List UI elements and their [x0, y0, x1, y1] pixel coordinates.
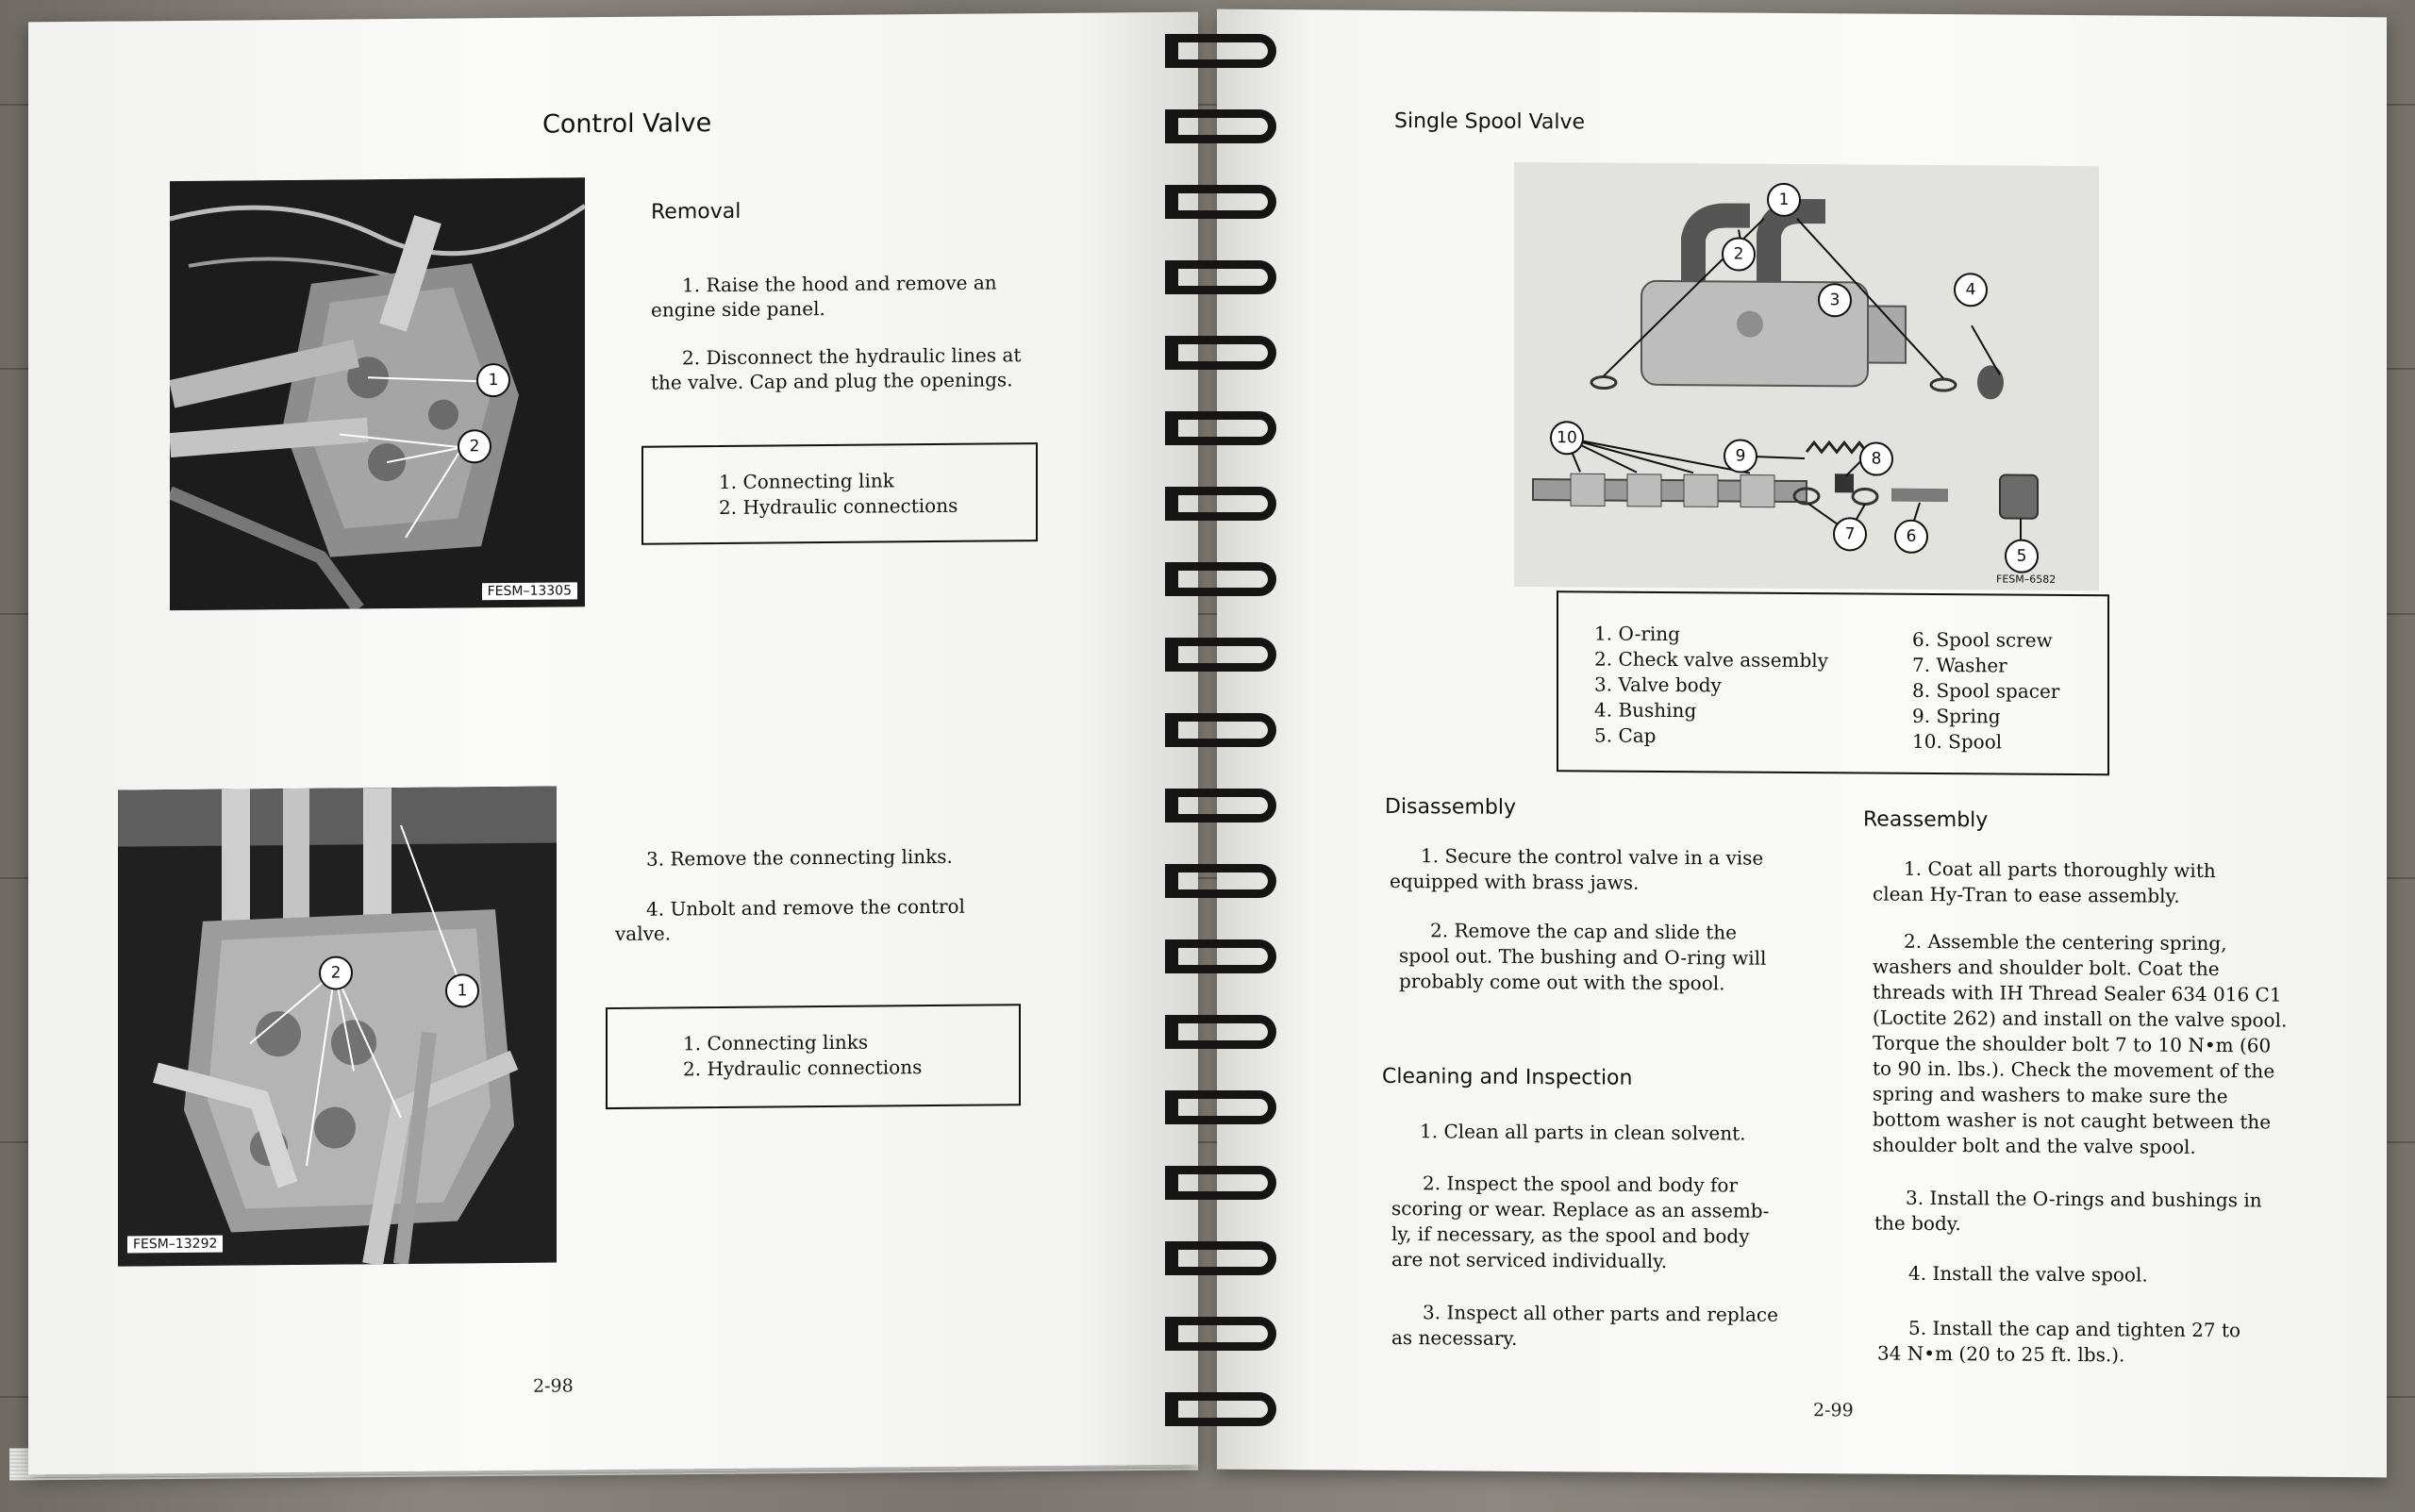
callout-7: 7 — [1833, 517, 1867, 551]
step-4-line-1: 4. Unbolt and remove the control — [646, 894, 965, 921]
legend-item: 2. Hydraulic connections — [719, 493, 958, 520]
legend-item: 3. Valve body — [1594, 673, 1722, 697]
page-title: Control Valve — [542, 108, 712, 140]
left-page — [28, 12, 1198, 1475]
binding-coil — [1165, 783, 1288, 832]
callout-4: 4 — [1954, 273, 1988, 307]
text-line: 3. Install the O-rings and bushings in — [1906, 1186, 2262, 1212]
binding-coil — [1165, 255, 1288, 304]
text-line: the body. — [1874, 1211, 1961, 1236]
binding-coil — [1165, 28, 1288, 77]
legend-item: 9. Spring — [1912, 704, 2001, 728]
binding-coil — [1165, 179, 1288, 228]
step-2-line-1: 2. Disconnect the hydraulic lines at — [682, 343, 1022, 370]
callout-2: 2 — [319, 955, 353, 989]
binding-coil — [1165, 934, 1288, 983]
parts-legend-box — [1557, 590, 2109, 775]
text-line: probably come out with the spool. — [1399, 970, 1725, 995]
binding-coil — [1165, 104, 1288, 153]
legend-item: 1. Connecting links — [683, 1030, 869, 1055]
text-line: 2. Remove the cap and slide the — [1430, 919, 1737, 944]
binding-coil — [1165, 1311, 1288, 1360]
binding-coil — [1165, 707, 1288, 756]
right-page — [1217, 9, 2387, 1478]
legend-item: 2. Hydraulic connections — [683, 1055, 923, 1081]
spiral-binding — [1165, 28, 1288, 1481]
text-line: to 90 in. lbs.). Check the movement of the — [1873, 1056, 2275, 1083]
text-line: spool out. The bushing and O-ring will — [1399, 944, 1767, 970]
cleaning-step-1 — [1389, 1119, 1746, 1147]
figure-id-tag: FESM–13305 — [482, 582, 577, 600]
reassembly-step-5 — [1877, 1316, 2240, 1370]
legend-box-2 — [606, 1004, 1021, 1109]
legend-item: 2. Check valve assembly — [1594, 647, 1828, 673]
binding-coil — [1165, 1009, 1288, 1058]
callout-10: 10 — [1550, 421, 1584, 455]
text-line: 1. Coat all parts thoroughly with — [1904, 856, 2216, 883]
cleaning-step-3 — [1391, 1300, 1778, 1354]
text-line: (Loctite 262) and install on the valve spool. — [1873, 1005, 2288, 1032]
binding-coil — [1165, 858, 1288, 907]
reassembly-step-1 — [1873, 856, 2216, 910]
text-line: 2. Inspect the spool and body for — [1423, 1171, 1739, 1197]
step-4-line-2: valve. — [615, 922, 672, 945]
text-line: ly, if necessary, as the spool and body — [1391, 1221, 1750, 1248]
figure-id-tag: FESM–6582 — [1996, 573, 2057, 586]
reassembly-step-4 — [1877, 1261, 2148, 1288]
text-line: Torque the shoulder bolt 7 to 10 N•m (60 — [1873, 1031, 2272, 1057]
step-2-line-2: the valve. Cap and plug the openings. — [651, 368, 1013, 394]
figure-id-tag: FESM–13292 — [127, 1236, 223, 1254]
text-line: 1. Clean all parts in clean solvent. — [1420, 1120, 1746, 1145]
binding-coil — [1165, 330, 1288, 379]
legend-item: 7. Washer — [1912, 653, 2007, 677]
text-line: 4. Install the valve spool. — [1908, 1261, 2148, 1287]
callout-1: 1 — [1767, 183, 1801, 217]
text-line: washers and shoulder bolt. Coat the — [1873, 955, 2220, 981]
callout-8: 8 — [1859, 441, 1893, 475]
cleaning-heading: Cleaning and Inspection — [1382, 1064, 1633, 1090]
reassembly-step-2 — [1873, 929, 2287, 1161]
step-1-line-2: engine side panel. — [651, 297, 825, 322]
text-line: clean Hy-Tran to ease assembly. — [1873, 882, 2180, 907]
text-line: equipped with brass jaws. — [1390, 869, 1640, 894]
text-line: 1. Secure the control valve in a vise — [1421, 844, 1764, 870]
legend-item: 6. Spool screw — [1912, 627, 2053, 652]
legend-item: 5. Cap — [1594, 723, 1657, 747]
disassembly-step-1 — [1390, 843, 1763, 897]
binding-coil — [1165, 557, 1288, 606]
text-line: 5. Install the cap and tighten 27 to — [1908, 1316, 2241, 1342]
removal-heading: Removal — [651, 199, 741, 224]
text-line: as necessary. — [1391, 1325, 1518, 1350]
disassembly-step-2 — [1399, 918, 1766, 997]
reassembly-step-3 — [1874, 1186, 2262, 1239]
text-line: 2. Assemble the centering spring, — [1904, 929, 2227, 955]
legend-item: 10. Spool — [1912, 729, 2003, 754]
cleaning-step-2 — [1391, 1171, 1769, 1275]
engine-photo-1-image — [170, 177, 585, 610]
step-1-line-1: 1. Raise the hood and remove an — [682, 271, 997, 297]
text-line: shoulder bolt and the valve spool. — [1873, 1133, 2196, 1158]
spool-valve-diagram-image — [1514, 162, 2099, 590]
spool-valve-diagram — [1514, 162, 2099, 590]
text-line: spring and washers to make sure the — [1873, 1082, 2228, 1108]
legend-item: 8. Spool spacer — [1912, 678, 2060, 703]
legend-item: 1. Connecting link — [719, 469, 894, 494]
binding-coil — [1165, 1085, 1288, 1134]
page-number: 2-98 — [533, 1375, 574, 1397]
binding-coil — [1165, 406, 1288, 455]
page-title: Single Spool Valve — [1394, 108, 1586, 135]
text-line: threads with IH Thread Sealer 634 016 C1 — [1873, 980, 2282, 1006]
text-line: scoring or wear. Replace as an assemb- — [1391, 1196, 1770, 1222]
callout-6: 6 — [1894, 520, 1928, 554]
step-3: 3. Remove the connecting links. — [646, 844, 953, 871]
callout-1: 1 — [445, 973, 479, 1007]
reassembly-heading: Reassembly — [1863, 807, 1989, 833]
page-number: 2-99 — [1813, 1400, 1854, 1421]
callout-9: 9 — [1724, 439, 1757, 473]
legend-item: 4. Bushing — [1594, 698, 1697, 723]
callout-2: 2 — [1722, 237, 1756, 271]
text-line: are not serviced individually. — [1391, 1247, 1668, 1273]
disassembly-heading: Disassembly — [1385, 794, 1516, 820]
binding-coil — [1165, 1236, 1288, 1285]
text-line: 34 N•m (20 to 25 ft. lbs.). — [1877, 1341, 2125, 1367]
callout-5: 5 — [2005, 540, 2039, 573]
engine-photo-2-image — [118, 787, 557, 1267]
engine-photo-2 — [118, 787, 557, 1267]
binding-coil — [1165, 1387, 1288, 1436]
callout-1: 1 — [476, 363, 510, 397]
binding-coil — [1165, 1160, 1288, 1209]
callout-2: 2 — [458, 429, 491, 463]
callout-3: 3 — [1818, 283, 1852, 317]
legend-box-1 — [641, 442, 1038, 545]
engine-photo-1 — [170, 177, 585, 610]
binding-coil — [1165, 632, 1288, 681]
binding-coil — [1165, 481, 1288, 530]
legend-item: 1. O-ring — [1594, 622, 1680, 646]
text-line: 3. Inspect all other parts and replace — [1423, 1301, 1778, 1326]
text-line: bottom washer is not caught between the — [1873, 1107, 2272, 1134]
